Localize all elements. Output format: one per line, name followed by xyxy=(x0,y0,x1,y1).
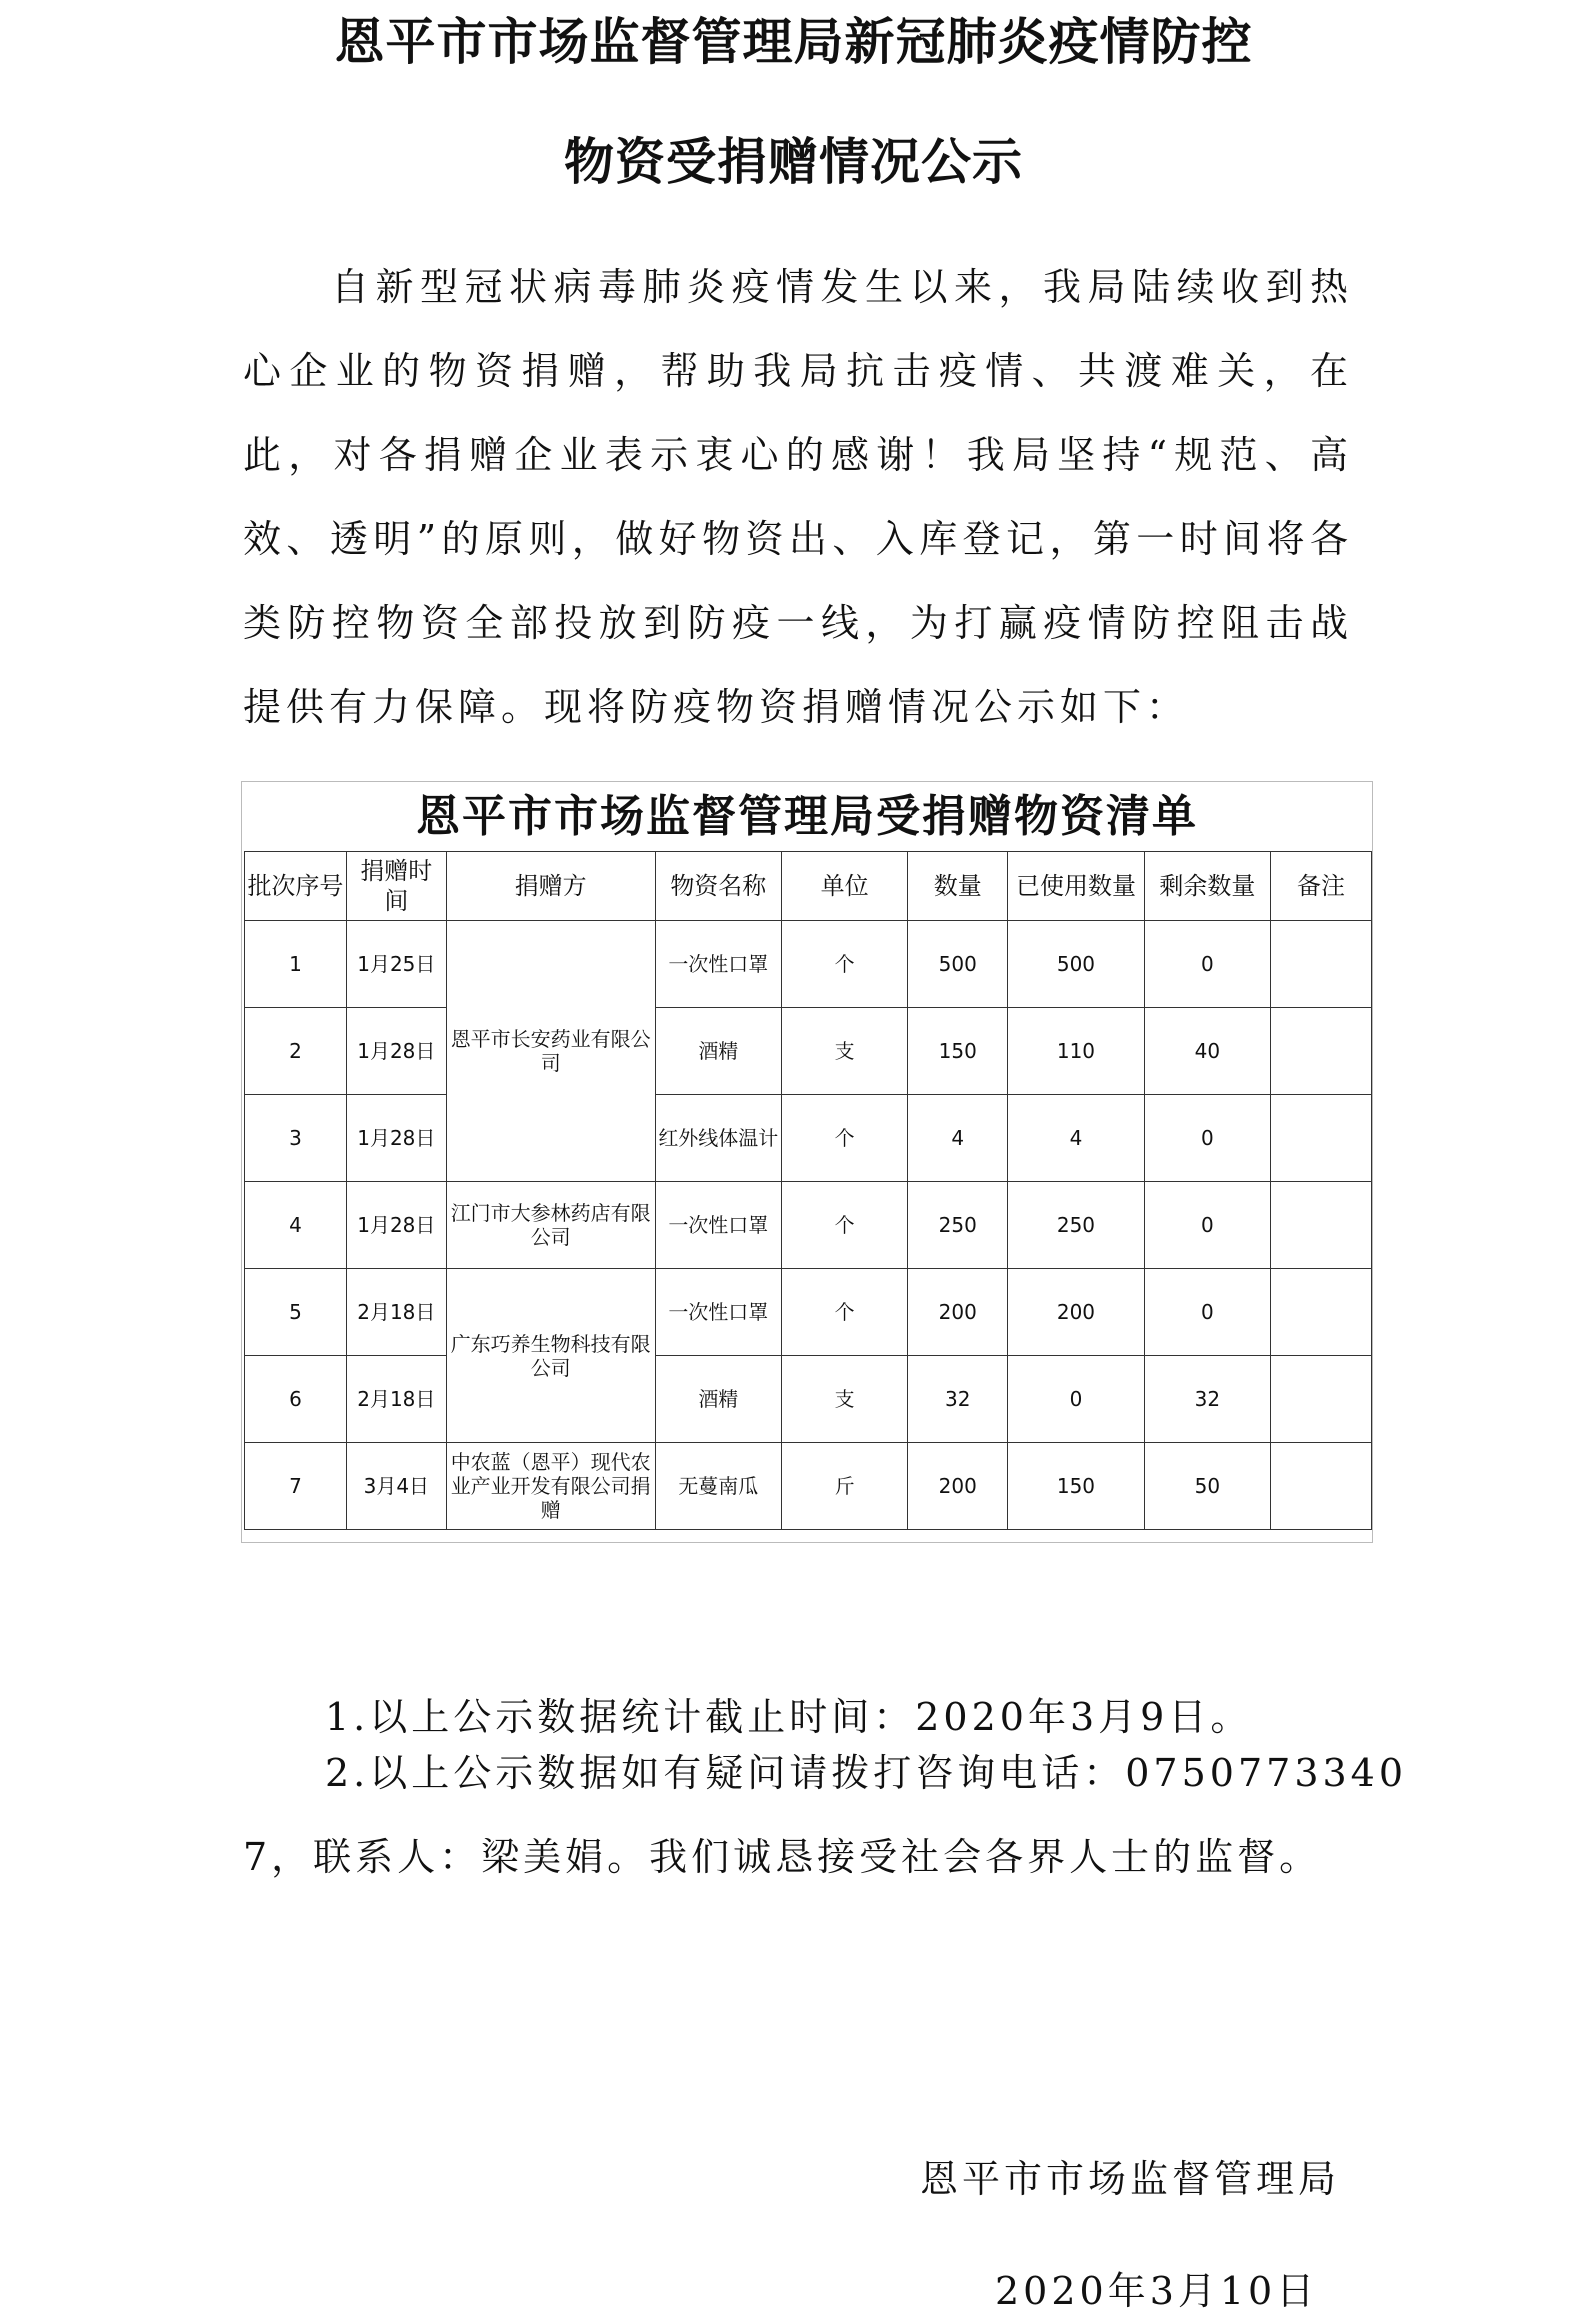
signature-date: 2020年3月10日 xyxy=(995,2269,1319,2313)
unit: 斤 xyxy=(781,1443,907,1530)
remaining-quantity: 0 xyxy=(1144,1095,1270,1182)
unit: 个 xyxy=(781,1182,907,1269)
note-contact-person: 7，联系人：梁美娟。我们诚恳接受社会各界人士的监督。 xyxy=(243,1835,1322,1879)
batch-no: 7 xyxy=(245,1443,347,1530)
used-quantity: 250 xyxy=(1008,1182,1145,1269)
donor-name: 广东巧养生物科技有限公司 xyxy=(446,1269,655,1443)
table-row xyxy=(245,1443,1372,1530)
remark xyxy=(1271,1095,1372,1182)
header-cell: 数量 xyxy=(908,852,1008,921)
note-cutoff-date: 1.以上公示数据统计截止时间：2020年3月9日。 xyxy=(325,1695,1253,1739)
remaining-quantity: 50 xyxy=(1144,1443,1270,1530)
unit: 个 xyxy=(781,921,907,1008)
table-header-row xyxy=(245,852,1372,921)
donation-date: 1月25日 xyxy=(346,921,446,1008)
table-row xyxy=(245,1008,1372,1095)
table-row xyxy=(245,1356,1372,1443)
donation-date: 1月28日 xyxy=(346,1182,446,1269)
intro-paragraph: 自新型冠状病毒肺炎疫情发生以来，我局陆续收到热心企业的物资捐赠，帮助我局抗击疫情、共渡难关，在此，对各捐赠企业表示衷心的感谢！我局坚持“规范、高效、透明”的原则，做好物资出、入库登记，第一时间将各类防控物资全部投放到防疫一线，为打赢疫情防控阻击战提供有力保障。现将防疫物资捐赠情况公示如下： xyxy=(243,265,1353,729)
item-name: 一次性口罩 xyxy=(655,921,781,1008)
quantity: 500 xyxy=(908,921,1008,1008)
batch-no: 3 xyxy=(245,1095,347,1182)
item-name: 酒精 xyxy=(655,1356,781,1443)
remark xyxy=(1271,1008,1372,1095)
donation-table xyxy=(244,851,1372,1530)
quantity: 150 xyxy=(908,1008,1008,1095)
unit: 个 xyxy=(781,1095,907,1182)
item-name: 一次性口罩 xyxy=(655,1182,781,1269)
header-cell: 物资名称 xyxy=(655,852,781,921)
remaining-quantity: 32 xyxy=(1144,1356,1270,1443)
remark xyxy=(1271,1269,1372,1356)
quantity: 200 xyxy=(908,1443,1008,1530)
header-cell: 已使用数量 xyxy=(1008,852,1145,921)
batch-no: 6 xyxy=(245,1356,347,1443)
header-cell: 备注 xyxy=(1271,852,1372,921)
donation-date: 3月4日 xyxy=(346,1443,446,1530)
remaining-quantity: 0 xyxy=(1144,1182,1270,1269)
signature-organization: 恩平市市场监督管理局 xyxy=(920,2157,1341,2201)
used-quantity: 500 xyxy=(1008,921,1145,1008)
used-quantity: 110 xyxy=(1008,1008,1145,1095)
donation-date: 2月18日 xyxy=(346,1356,446,1443)
remaining-quantity: 0 xyxy=(1144,921,1270,1008)
donor-name: 江门市大参林药店有限公司 xyxy=(446,1182,655,1269)
table-row xyxy=(245,921,1372,1008)
unit: 支 xyxy=(781,1356,907,1443)
quantity: 250 xyxy=(908,1182,1008,1269)
donation-sheet xyxy=(241,781,1373,1543)
donation-date: 1月28日 xyxy=(346,1008,446,1095)
quantity: 32 xyxy=(908,1356,1008,1443)
sheet-title: 恩平市市场监督管理局受捐赠物资清单 xyxy=(416,791,1198,842)
remark xyxy=(1271,921,1372,1008)
unit: 个 xyxy=(781,1269,907,1356)
header-cell: 捐赠方 xyxy=(446,852,655,921)
used-quantity: 4 xyxy=(1008,1095,1145,1182)
note-contact-phone: 2.以上公示数据如有疑问请拨打咨询电话：0750773340 xyxy=(325,1751,1408,1795)
remaining-quantity: 40 xyxy=(1144,1008,1270,1095)
quantity: 200 xyxy=(908,1269,1008,1356)
used-quantity: 0 xyxy=(1008,1356,1145,1443)
batch-no: 5 xyxy=(245,1269,347,1356)
remark xyxy=(1271,1356,1372,1443)
quantity: 4 xyxy=(908,1095,1008,1182)
table-row xyxy=(245,1269,1372,1356)
item-name: 酒精 xyxy=(655,1008,781,1095)
donor-name: 恩平市长安药业有限公司 xyxy=(446,921,655,1182)
used-quantity: 200 xyxy=(1008,1269,1145,1356)
header-cell: 单位 xyxy=(781,852,907,921)
remark xyxy=(1271,1443,1372,1530)
document-title-line1: 恩平市市场监督管理局新冠肺炎疫情防控 xyxy=(334,13,1253,71)
donor-name: 中农蓝（恩平）现代农业产业开发有限公司捐赠 xyxy=(446,1443,655,1530)
table-row xyxy=(245,1095,1372,1182)
item-name: 无蔓南瓜 xyxy=(655,1443,781,1530)
remark xyxy=(1271,1182,1372,1269)
item-name: 红外线体温计 xyxy=(655,1095,781,1182)
header-cell: 剩余数量 xyxy=(1144,852,1270,921)
batch-no: 1 xyxy=(245,921,347,1008)
remaining-quantity: 0 xyxy=(1144,1269,1270,1356)
table-row xyxy=(245,1182,1372,1269)
document-title-line2: 物资受捐赠情况公示 xyxy=(564,133,1023,191)
used-quantity: 150 xyxy=(1008,1443,1145,1530)
donation-date: 2月18日 xyxy=(346,1269,446,1356)
batch-no: 4 xyxy=(245,1182,347,1269)
donation-date: 1月28日 xyxy=(346,1095,446,1182)
batch-no: 2 xyxy=(245,1008,347,1095)
unit: 支 xyxy=(781,1008,907,1095)
item-name: 一次性口罩 xyxy=(655,1269,781,1356)
header-cell: 捐赠时间 xyxy=(346,852,446,921)
header-cell: 批次序号 xyxy=(245,852,347,921)
